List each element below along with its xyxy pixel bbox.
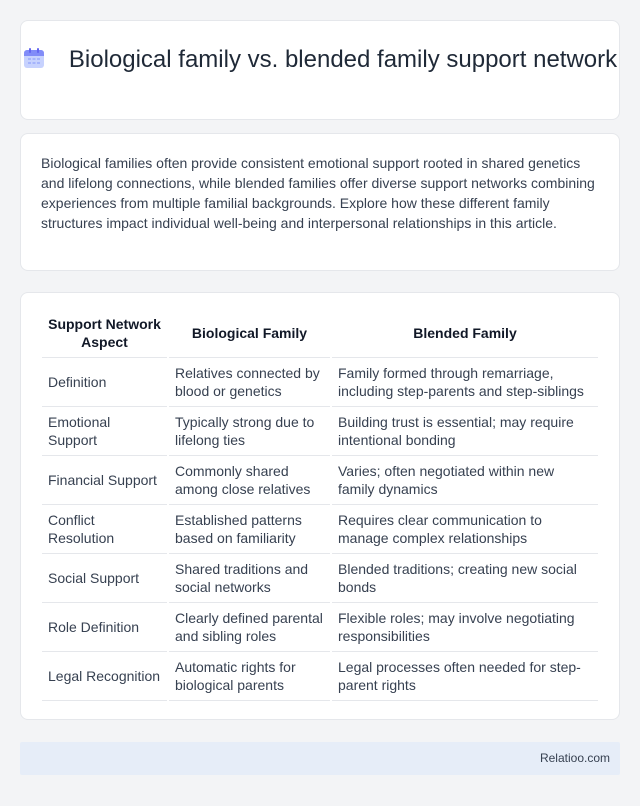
row-aspect: Social Support (42, 553, 168, 602)
table-row (42, 455, 598, 504)
row-blended: Family formed through remarriage, including step-parents and step-siblings (331, 357, 598, 406)
table-row (42, 553, 598, 602)
row-biological: Established patterns based on familiarity (168, 504, 331, 553)
row-blended: Flexible roles; may involve negotiating responsibilities (331, 602, 598, 651)
row-aspect: Emotional Support (42, 406, 168, 455)
table-row (42, 406, 598, 455)
row-blended: Requires clear communication to manage complex relationships (331, 504, 598, 553)
title-card (20, 20, 620, 120)
comparison-table-card (20, 292, 620, 720)
row-aspect: Definition (42, 357, 168, 406)
row-biological: Shared traditions and social networks (168, 553, 331, 602)
row-biological: Clearly defined parental and sibling roles (168, 602, 331, 651)
row-aspect: Conflict Resolution (42, 504, 168, 553)
table-row (42, 651, 598, 700)
page-title-container (21, 45, 619, 74)
table-row (42, 602, 598, 651)
row-blended: Building trust is essential; may require intentional bonding (331, 406, 598, 455)
footer-bar (20, 742, 620, 775)
comparison-table (42, 310, 598, 701)
intro-paragraph: Biological families often provide consistent emotional support rooted in shared genetics and lifelong connections, while blended families offer diverse support networks combining experiences from multiple familial backgrounds. Explore how these different family structures impact individual well-being and interpersonal relationships in this article. (41, 155, 595, 231)
table-row (42, 357, 598, 406)
footer-brand-link[interactable]: Relatioo.com (539, 751, 610, 765)
table-header-row (42, 310, 598, 357)
table-row (42, 504, 598, 553)
row-aspect: Financial Support (42, 455, 168, 504)
row-biological: Commonly shared among close relatives (168, 455, 331, 504)
calendar-icon (23, 47, 45, 69)
page-title: Biological family vs. blended family support network (68, 46, 618, 73)
row-blended: Legal processes often needed for step-parent rights (331, 651, 598, 700)
row-biological: Relatives connected by blood or genetics (168, 357, 331, 406)
header-blended: Blended Family (331, 310, 598, 357)
intro-card (20, 133, 620, 271)
header-aspect: Support Network Aspect (42, 310, 168, 357)
row-biological: Automatic rights for biological parents (168, 651, 331, 700)
row-blended: Varies; often negotiated within new family dynamics (331, 455, 598, 504)
row-aspect: Role Definition (42, 602, 168, 651)
header-biological: Biological Family (168, 310, 331, 357)
row-blended: Blended traditions; creating new social bonds (331, 553, 598, 602)
row-biological: Typically strong due to lifelong ties (168, 406, 331, 455)
row-aspect: Legal Recognition (42, 651, 168, 700)
